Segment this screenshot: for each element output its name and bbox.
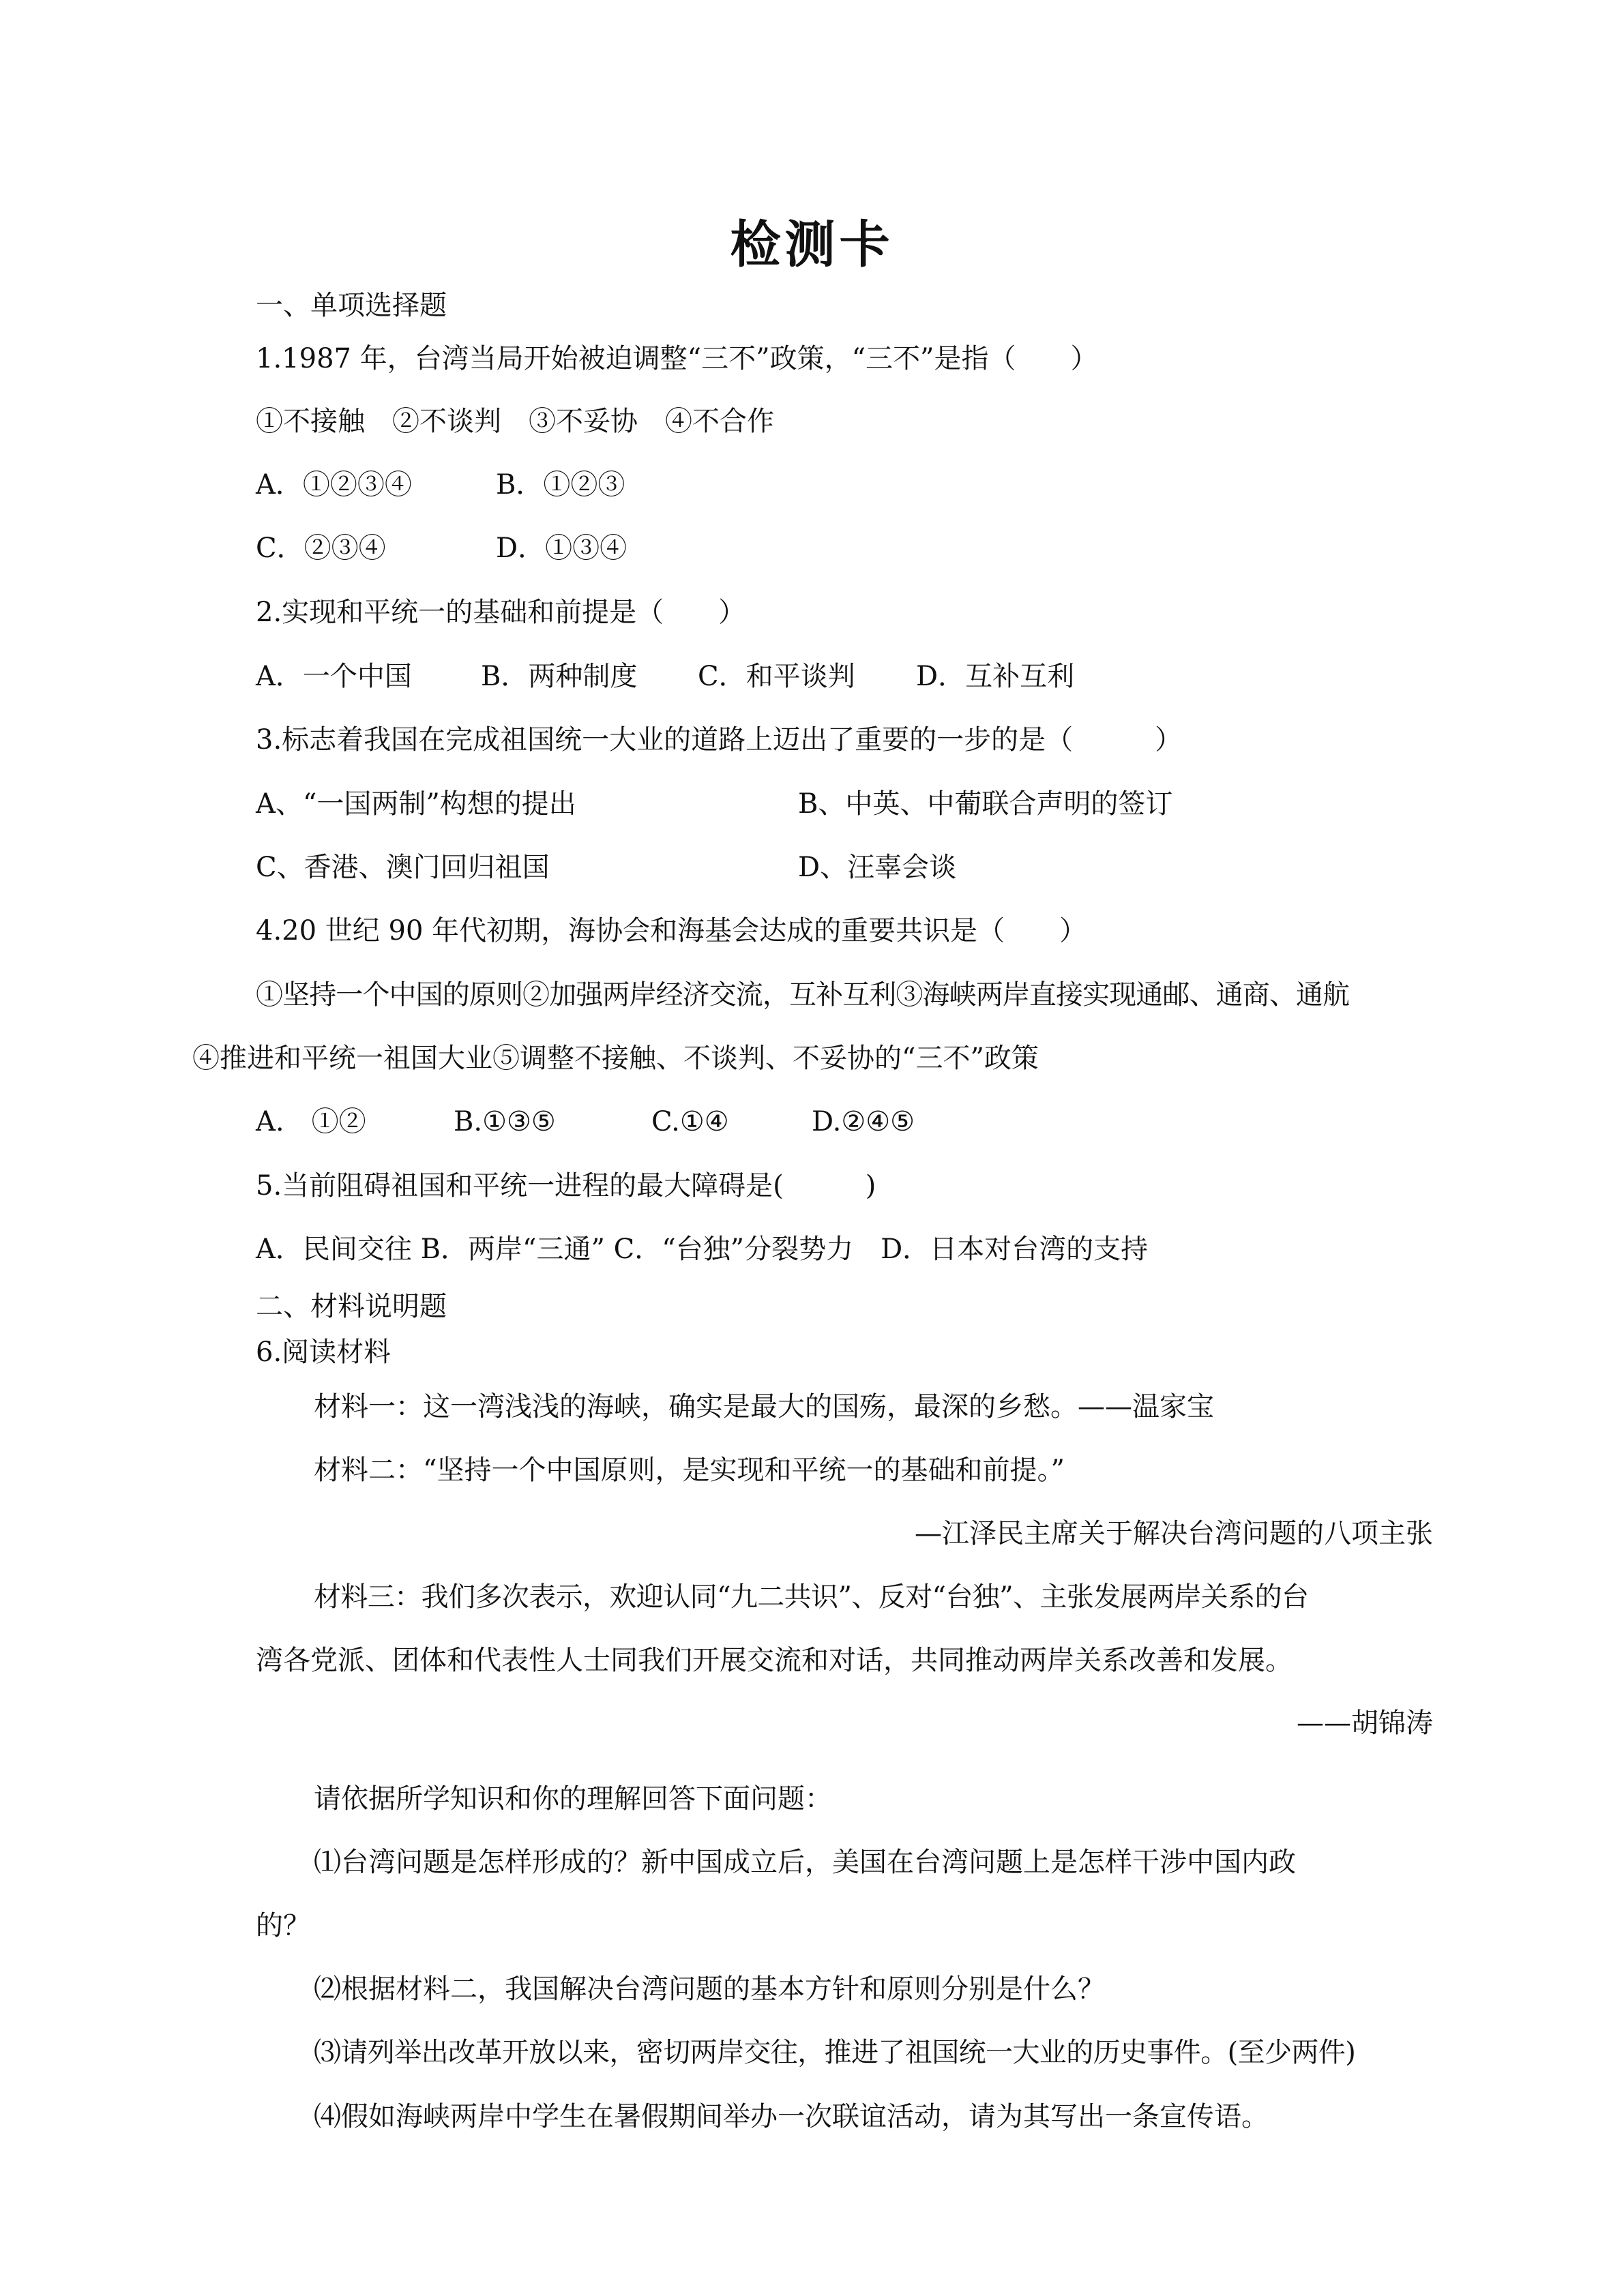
q6-subquestion-4: ⑷假如海峡两岸中学生在暑假期间举办一次联谊活动，请为其写出一条宣传语。 (314, 2101, 1269, 2132)
q5-stem: 5.当前阻碍祖国和平统一进程的最大障碍是( ) (256, 1170, 876, 1202)
q3-option-d: D、汪辜会谈 (798, 852, 957, 883)
q6-subquestion-1-line2: 的？ (256, 1910, 310, 1941)
q3-option-b: B、中英、中葡联合声明的签订 (798, 788, 1173, 820)
q2-option-c: C．和平谈判 (698, 661, 855, 692)
q1-option-a: A．①②③④ (256, 469, 412, 501)
q3-option-c: C、香港、澳门回归祖国 (256, 852, 550, 883)
material-two: 材料二：“坚持一个中国原则，是实现和平统一的基础和前提。” (314, 1455, 1065, 1486)
q6-subquestion-2: ⑵根据材料二，我国解决台湾问题的基本方针和原则分别是什么？ (314, 1973, 1105, 2005)
q3-option-a: A、“一国两制”构想的提出 (256, 788, 576, 820)
material-three-line2: 湾各党派、团体和代表性人士同我们开展交流和对话，共同推动两岸关系改善和发展。 (256, 1645, 1293, 1676)
q6-stem: 6.阅读材料 (256, 1337, 392, 1368)
q1-option-d: D．①③④ (496, 533, 628, 564)
q1-stem: 1.1987 年，台湾当局开始被迫调整“三不”政策，“三不”是指（ ） (256, 343, 1098, 374)
q2-option-d: D．互补互利 (916, 661, 1075, 692)
material-three-source: ——胡锦涛 (1297, 1708, 1433, 1739)
material-one: 材料一：这一湾浅浅的海峡，确实是最大的国殇，最深的乡愁。——温家宝 (314, 1391, 1214, 1422)
q1-option-c: C．②③④ (256, 533, 386, 564)
q1-option-b: B．①②③ (496, 469, 625, 501)
q4-option-a: A. ①② (256, 1106, 366, 1137)
page-title: 检测卡 (730, 215, 894, 274)
q3-stem: 3.标志着我国在完成祖国统一大业的道路上迈出了重要的一步的是（ ） (256, 724, 1183, 756)
q4-option-c: C.①④ (651, 1106, 729, 1137)
q4-items-line1: ①坚持一个中国的原则②加强两岸经济交流，互补互利③海峡两岸直接实现通邮、通商、通航 (256, 979, 1350, 1011)
q4-stem: 4.20 世纪 90 年代初期，海协会和海基会达成的重要共识是（ ） (256, 915, 1087, 946)
q4-option-b: B.①③⑤ (454, 1106, 556, 1137)
q2-stem: 2.实现和平统一的基础和前提是（ ） (256, 597, 746, 628)
q6-subquestion-1-line1: ⑴台湾问题是怎样形成的？新中国成立后，美国在台湾问题上是怎样干涉中国内政 (314, 1847, 1296, 1878)
material-three-line1: 材料三：我们多次表示，欢迎认同“九二共识”、反对“台独”、主张发展两岸关系的台 (314, 1581, 1309, 1613)
material-two-source: —江泽民主席关于解决台湾问题的八项主张 (915, 1518, 1433, 1549)
q5-options: A．民间交往 B．两岸“三通” C．“台独”分裂势力 D．日本对台湾的支持 (256, 1234, 1149, 1265)
q4-items-line2: ④推进和平统一祖国大业⑤调整不接触、不谈判、不妥协的“三不”政策 (192, 1043, 1039, 1074)
section-heading-choice: 一、单项选择题 (256, 290, 447, 321)
section-heading-material: 二、材料说明题 (256, 1291, 447, 1322)
q6-subquestion-3: ⑶请列举出改革开放以来，密切两岸交往，推进了祖国统一大业的历史事件。(至少两件) (314, 2037, 1356, 2068)
q1-items: ①不接触 ②不谈判 ③不妥协 ④不合作 (256, 406, 774, 437)
q6-instruction: 请依据所学知识和你的理解回答下面问题： (314, 1783, 832, 1815)
q2-option-b: B．两种制度 (481, 661, 638, 692)
q2-option-a: A．一个中国 (256, 661, 412, 692)
q4-option-d: D.②④⑤ (812, 1106, 915, 1137)
